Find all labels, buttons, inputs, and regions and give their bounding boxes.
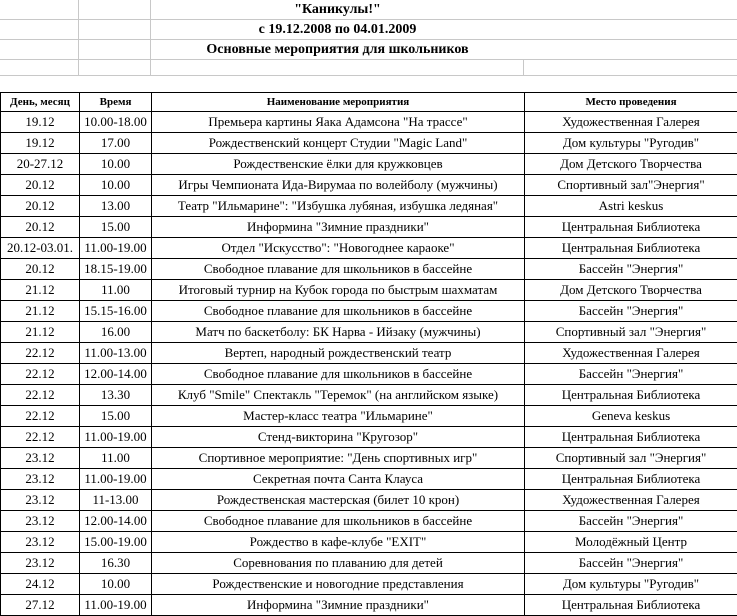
- cell-time[interactable]: 11.00-19.00: [80, 238, 152, 259]
- header-venue: Место проведения: [525, 93, 737, 112]
- cell-time[interactable]: 15.00: [80, 217, 152, 238]
- cell-event[interactable]: Вертеп, народный рождественский театр: [152, 343, 525, 364]
- cell-time[interactable]: 11.00-19.00: [80, 469, 152, 490]
- cell-event[interactable]: Рождественские ёлки для кружковцев: [152, 154, 525, 175]
- cell-time[interactable]: 12.00-14.00: [80, 511, 152, 532]
- title-row-2: [0, 20, 737, 40]
- table-row: [1, 490, 737, 511]
- cell-time[interactable]: 15.15-16.00: [80, 301, 152, 322]
- cell-time[interactable]: 18.15-19.00: [80, 259, 152, 280]
- cell-time[interactable]: 15.00: [80, 406, 152, 427]
- cell-venue[interactable]: Дом Детского Творчества: [525, 280, 737, 301]
- header-date: День, месяц: [1, 93, 80, 112]
- cell-date[interactable]: 23.12: [1, 511, 80, 532]
- title-row-3: [0, 40, 737, 60]
- cell-date[interactable]: 23.12: [1, 553, 80, 574]
- cell-venue[interactable]: Бассейн "Энергия": [525, 511, 737, 532]
- cell-time[interactable]: 11.00-19.00: [80, 427, 152, 448]
- cell-venue[interactable]: Дом Детского Творчества: [525, 154, 737, 175]
- cell-time[interactable]: 13.00: [80, 196, 152, 217]
- table-row: [1, 406, 737, 427]
- cell-venue[interactable]: Спортивный зал "Энергия": [525, 448, 737, 469]
- table-row: [1, 196, 737, 217]
- cell-time[interactable]: 11.00-19.00: [80, 595, 152, 616]
- table-row: [1, 595, 737, 616]
- cell-venue[interactable]: Центральная Библиотека: [525, 238, 737, 259]
- cell-date[interactable]: 23.12: [1, 469, 80, 490]
- table-row: [1, 259, 737, 280]
- cell-event[interactable]: Рождественская мастерская (билет 10 крон): [152, 490, 525, 511]
- cell-date[interactable]: 20-27.12: [1, 154, 80, 175]
- cell-date[interactable]: 20.12: [1, 217, 80, 238]
- cell-venue[interactable]: Спортивный зал"Энергия": [525, 175, 737, 196]
- table-row: [1, 469, 737, 490]
- cell-venue[interactable]: Центральная Библиотека: [525, 217, 737, 238]
- cell-time[interactable]: 11.00: [80, 280, 152, 301]
- cell-date[interactable]: 21.12: [1, 301, 80, 322]
- table-row: [1, 133, 737, 154]
- table-row: [1, 112, 737, 133]
- cell-time[interactable]: 10.00-18.00: [80, 112, 152, 133]
- cell-date[interactable]: 23.12: [1, 448, 80, 469]
- cell-event[interactable]: Информина "Зимние праздники": [152, 595, 525, 616]
- cell-time[interactable]: 10.00: [80, 175, 152, 196]
- table-row: [1, 385, 737, 406]
- title-row-1: [0, 0, 737, 20]
- cell-date[interactable]: 23.12: [1, 490, 80, 511]
- cell-event[interactable]: Итоговый турнир на Кубок города по быстрым шахматам: [152, 280, 525, 301]
- cell-date[interactable]: 22.12: [1, 364, 80, 385]
- cell-event[interactable]: Секретная почта Санта Клауса: [152, 469, 525, 490]
- table-row: [1, 343, 737, 364]
- cell-date[interactable]: 22.12: [1, 343, 80, 364]
- cell-time[interactable]: 15.00-19.00: [80, 532, 152, 553]
- header-time: Время: [80, 93, 152, 112]
- cell-venue[interactable]: Центральная Библиотека: [525, 469, 737, 490]
- cell-event[interactable]: Рождество в кафе-клубе "EXIT": [152, 532, 525, 553]
- table-row: [1, 532, 737, 553]
- table-row: [1, 553, 737, 574]
- table-row: [1, 217, 737, 238]
- cell-event[interactable]: Свободное плавание для школьников в бассейне: [152, 301, 525, 322]
- cell-event[interactable]: Свободное плавание для школьников в бассейне: [152, 364, 525, 385]
- cell-event[interactable]: Рождественские и новогодние представления: [152, 574, 525, 595]
- table-row: [1, 301, 737, 322]
- cell-date[interactable]: 21.12: [1, 322, 80, 343]
- cell-venue[interactable]: Центральная Библиотека: [525, 385, 737, 406]
- cell-venue[interactable]: Astri keskus: [525, 196, 737, 217]
- title-line: "Каникулы!": [151, 0, 524, 20]
- cell-time[interactable]: 10.00: [80, 154, 152, 175]
- table-row: [1, 280, 737, 301]
- table-row: [1, 175, 737, 196]
- cell-venue[interactable]: Бассейн "Энергия": [525, 553, 737, 574]
- cell-event[interactable]: Информина "Зимние праздники": [152, 217, 525, 238]
- table-row: [1, 427, 737, 448]
- cell-venue[interactable]: Бассейн "Энергия": [525, 301, 737, 322]
- header-event: Наименование мероприятия: [152, 93, 525, 112]
- cell-date[interactable]: 20.12-03.01.: [1, 238, 80, 259]
- cell-event[interactable]: Стенд-викторина "Кругозор": [152, 427, 525, 448]
- cell-venue[interactable]: Художественная Галерея: [525, 343, 737, 364]
- cell-date[interactable]: 21.12: [1, 280, 80, 301]
- cell-date[interactable]: 20.12: [1, 175, 80, 196]
- cell-venue[interactable]: Молодёжный Центр: [525, 532, 737, 553]
- cell-date[interactable]: 24.12: [1, 574, 80, 595]
- cell-time[interactable]: 17.00: [80, 133, 152, 154]
- cell-venue[interactable]: Центральная Библиотека: [525, 427, 737, 448]
- cell-venue[interactable]: Художественная Галерея: [525, 112, 737, 133]
- cell-event[interactable]: Театр "Ильмарине": "Избушка лубяная, избушка ледяная": [152, 196, 525, 217]
- cell-date[interactable]: 20.12: [1, 259, 80, 280]
- cell-event[interactable]: Соревнования по плаванию для детей: [152, 553, 525, 574]
- cell-date[interactable]: 22.12: [1, 406, 80, 427]
- cell-venue[interactable]: Geneva keskus: [525, 406, 737, 427]
- table-row: [1, 154, 737, 175]
- table-body: [1, 112, 737, 616]
- header-row: [1, 93, 737, 112]
- cell-venue[interactable]: Дом культуры "Ругодив": [525, 133, 737, 154]
- cell-event[interactable]: Свободное плавание для школьников в бассейне: [152, 511, 525, 532]
- title-subtitle: Основные мероприятия для школьников: [151, 40, 524, 60]
- cell-time[interactable]: 10.00: [80, 574, 152, 595]
- cell-venue[interactable]: Центральная Библиотека: [525, 595, 737, 616]
- cell-venue[interactable]: Бассейн "Энергия": [525, 364, 737, 385]
- cell-event[interactable]: Рождественский концерт Студии "Magic Land": [152, 133, 525, 154]
- cell-event[interactable]: Матч по баскетболу: БК Нарва - Ийзаку (мужчины): [152, 322, 525, 343]
- cell-event[interactable]: Клуб "Smile" Спектакль "Теремок" (на английском языке): [152, 385, 525, 406]
- cell-venue[interactable]: Бассейн "Энергия": [525, 259, 737, 280]
- cell-event[interactable]: Свободное плавание для школьников в бассейне: [152, 259, 525, 280]
- cell-time[interactable]: 11.00-13.00: [80, 343, 152, 364]
- table-row: [1, 238, 737, 259]
- title-dates: с 19.12.2008 по 04.01.2009: [151, 20, 524, 40]
- table-row: [1, 448, 737, 469]
- table-row: [1, 364, 737, 385]
- cell-date[interactable]: 20.12: [1, 196, 80, 217]
- cell-time[interactable]: 11-13.00: [80, 490, 152, 511]
- cell-time[interactable]: 12.00-14.00: [80, 364, 152, 385]
- table-row: [1, 322, 737, 343]
- title-area: [0, 0, 737, 76]
- cell-time[interactable]: 16.30: [80, 553, 152, 574]
- cell-venue[interactable]: Дом культуры "Ругодив": [525, 574, 737, 595]
- table-row: [1, 574, 737, 595]
- cell-event[interactable]: Премьера картины Яака Адамсона "На трассе": [152, 112, 525, 133]
- cell-date[interactable]: 23.12: [1, 532, 80, 553]
- cell-venue[interactable]: Художественная Галерея: [525, 490, 737, 511]
- cell-date[interactable]: 22.12: [1, 427, 80, 448]
- cell-date[interactable]: 19.12: [1, 133, 80, 154]
- cell-date[interactable]: 22.12: [1, 385, 80, 406]
- cell-event[interactable]: Игры Чемпионата Ида-Вирумаа по волейболу (мужчины): [152, 175, 525, 196]
- cell-venue[interactable]: Спортивный зал "Энергия": [525, 322, 737, 343]
- cell-event[interactable]: Отдел "Искусство": "Новогоднее караоке": [152, 238, 525, 259]
- cell-event[interactable]: Мастер-класс театра "Ильмарине": [152, 406, 525, 427]
- cell-date[interactable]: 27.12: [1, 595, 80, 616]
- cell-time[interactable]: 16.00: [80, 322, 152, 343]
- empty-row: [0, 60, 737, 76]
- cell-date[interactable]: 19.12: [1, 112, 80, 133]
- cell-time[interactable]: 11.00: [80, 448, 152, 469]
- events-table: [0, 92, 737, 616]
- cell-time[interactable]: 13.30: [80, 385, 152, 406]
- cell-event[interactable]: Спортивное мероприятие: "День спортивных игр": [152, 448, 525, 469]
- table-row: [1, 511, 737, 532]
